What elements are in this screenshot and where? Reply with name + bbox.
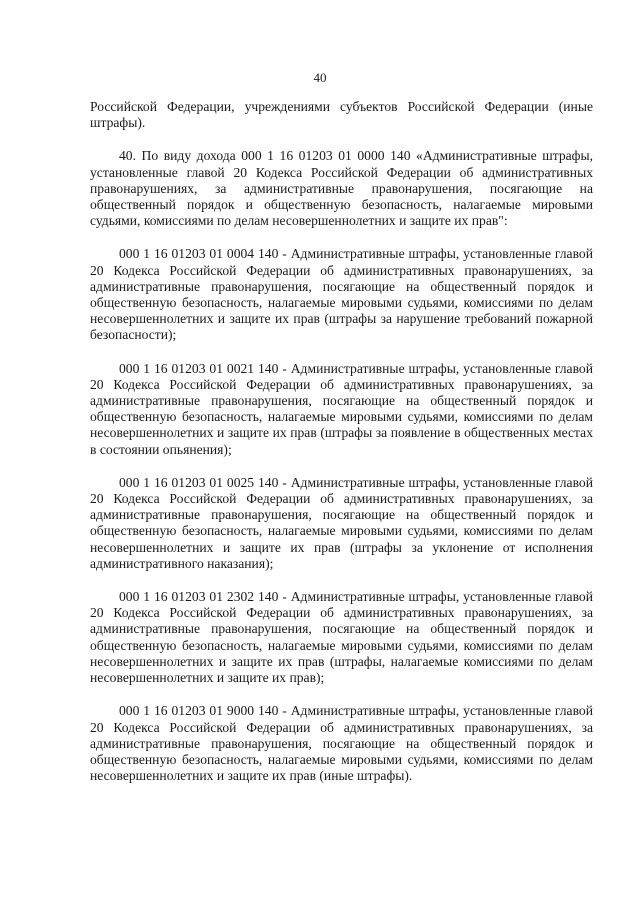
- page-number: 40: [313, 70, 327, 85]
- income-code-0025-paragraph: 000 1 16 01203 01 0025 140 - Административные штрафы, установленные главой 20 Кодекса Российской Федерации об административных правонарушениях, за административные правонарушения, посягающие на общественный порядок и общественную безопасность, налагаемые мировыми судьями, комиссиями по делам несовершеннолетних и защите их прав (штрафы за уклонение от исполнения административного наказания);: [90, 474, 593, 571]
- section-40-paragraph: 40. По виду дохода 000 1 16 01203 01 0000 140 «Административные штрафы, установленные главой 20 Кодекса Российской Федерации об административных правонарушениях, за административные правонарушения, посягающие на общественный порядок и общественную безопасность, налагаемые мировыми судьями, комиссиями по делам несовершеннолетних и защите их прав":: [90, 148, 593, 229]
- continuation-paragraph: Российской Федерации, учреждениями субъектов Российской Федерации (иные штрафы).: [90, 99, 593, 131]
- document-body: [90, 99, 593, 784]
- income-code-2302-paragraph: 000 1 16 01203 01 2302 140 - Административные штрафы, установленные главой 20 Кодекса Российской Федерации об административных правонарушениях, за административные правонарушения, посягающие на общественный порядок и общественную безопасность, налагаемые мировыми судьями, комиссиями по делам несовершеннолетних и защите их прав (штрафы, налагаемые комиссиями по делам несовершеннолетних и защите их прав);: [90, 589, 593, 686]
- income-code-0021-paragraph: 000 1 16 01203 01 0021 140 - Административные штрафы, установленные главой 20 Кодекса Российской Федерации об административных правонарушениях, за административные правонарушения, посягающие на общественный порядок и общественную безопасность, налагаемые мировыми судьями, комиссиями по делам несовершеннолетних и защите их прав (штрафы за появление в общественных местах в состоянии опьянения);: [90, 360, 593, 457]
- income-code-0004-paragraph: 000 1 16 01203 01 0004 140 - Административные штрафы, установленные главой 20 Кодекса Российской Федерации об административных правонарушениях, за административные правонарушения, посягающие на общественный порядок и общественную безопасность, налагаемые мировыми судьями, комиссиями по делам несовершеннолетних и защите их прав (штрафы за нарушение требований пожарной безопасности);: [90, 246, 593, 343]
- income-code-9000-paragraph: 000 1 16 01203 01 9000 140 - Административные штрафы, установленные главой 20 Кодекса Российской Федерации об административных правонарушениях, за административные правонарушения, посягающие на общественный порядок и общественную безопасность, налагаемые мировыми судьями, комиссиями по делам несовершеннолетних и защите их прав (иные штрафы).: [90, 703, 593, 784]
